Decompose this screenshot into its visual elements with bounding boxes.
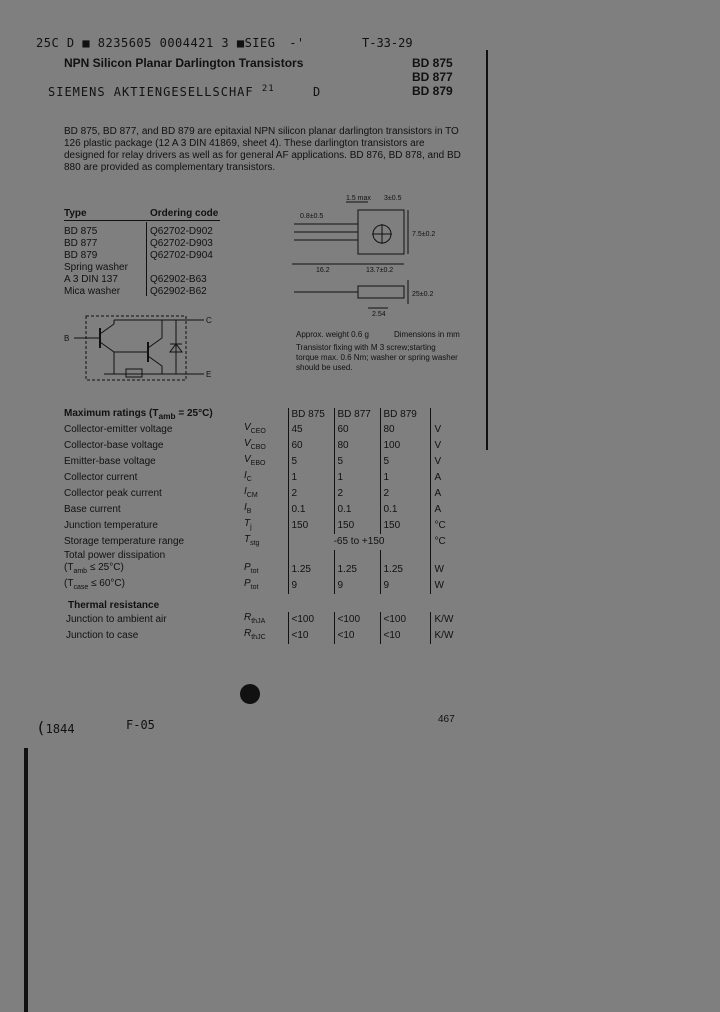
symbol [244,534,288,550]
symbol-sub: tot [250,568,259,575]
order-header-code: Ordering code [150,208,219,219]
symbol-sub: thJC [251,634,266,641]
rating-value: 1 [334,470,380,486]
rating-name-part: ≤ 25°C) [87,562,124,573]
description-paragraph: BD 875, BD 877, and BD 879 are epitaxial NPN silicon planar darlington transistors in TO 126 plastic package (12 A 3 DIN 41869, sheet 4). These darlington transistors are designed for relay drivers as well as for general AF applications. BD 876, BD 878, and BD 880 are provided as complementary transistors. [64,126,461,173]
company-num: 21 [261,84,275,94]
rating-unit: A [430,470,470,486]
heading-end: = 25°C) [175,408,213,419]
punch-hole-dot [240,684,260,704]
rating-unit: °C [430,534,470,550]
rating-unit: W [430,578,470,594]
scan-code: 25C D ■ 8235605 0004421 3 ■SIEG [36,36,276,50]
rating-value: 1 [380,470,430,486]
symbol [244,550,288,562]
footer-mid: F-05 [126,718,155,732]
rating-value: 2 [380,486,430,502]
rating-value: 150 [288,518,334,534]
rating-unit: V [430,454,470,470]
rating-unit: W [430,562,470,578]
dim-label: 16.2 [316,267,330,274]
rating-name-part: (T [64,578,74,589]
symbol [244,502,288,518]
rating-unit: V [430,422,470,438]
resistor [126,369,142,377]
rating-value: <10 [380,628,430,644]
order-row-type: Spring washer [64,262,128,273]
rating-value-span: -65 to +150 [288,534,430,550]
rating-value: 0.1 [380,502,430,518]
rating-row [64,422,470,438]
rating-value: 5 [288,454,334,470]
symbol-letter: V [244,422,251,433]
symbol-sub: EBO [250,460,266,467]
symbol [244,518,288,534]
rating-value: 150 [334,518,380,534]
page-title: NPN Silicon Planar Darlington Transistors [64,56,304,70]
rating-value: 0.1 [288,502,334,518]
heading-text: Maximum ratings (T [64,408,159,419]
symbol [244,422,288,438]
symbol-sub: B [246,508,252,515]
pin-b-label: B [64,334,70,343]
rating-row [64,518,470,534]
rating-row [64,486,470,502]
rating-name: Junction to case [66,630,139,641]
rating-value: 100 [380,438,430,454]
footer-left [36,718,75,737]
ratings-body [64,422,470,594]
rating-value: 9 [288,578,334,594]
symbol [244,612,288,628]
pin-e-label: E [206,370,212,379]
rating-value: 9 [380,578,430,594]
rating-value: <100 [334,612,380,628]
symbol-letter: I [244,470,247,481]
order-row-type: BD 875 [64,226,98,237]
rating-value: 9 [334,578,380,594]
symbol-sub: CM [246,492,258,499]
symbol-letter: V [244,438,251,449]
ratings-table [64,408,470,644]
package-body-outline [358,210,404,254]
rating-name-part: amb [73,568,88,575]
rating-name-part: case [73,584,89,591]
rating-value: 5 [380,454,430,470]
symbol-sub: j [250,524,252,531]
rating-value: 2 [334,486,380,502]
rating-value: 1.25 [334,562,380,578]
order-row-type: A 3 DIN 137 [64,274,118,285]
dimensions-unit: Dimensions in mm [394,330,460,339]
symbol-sub: tot [250,584,259,591]
rating-value: 45 [288,422,334,438]
symbol-sub: thJA [251,618,266,625]
ratings-heading [64,408,244,422]
thermal-body [64,612,470,644]
order-row-type: BD 877 [64,238,98,249]
col-header: BD 879 [380,408,430,422]
order-row-code: Q62902-B63 [150,274,207,285]
rating-value: 5 [334,454,380,470]
rating-value: <10 [334,628,380,644]
symbol [244,628,288,644]
rating-row [64,578,470,594]
rating-name: Base current [64,504,121,515]
symbol-letter: I [244,502,247,513]
symbol-letter: R [244,628,252,639]
symbol-letter: T [244,518,251,529]
order-row-code: Q62702-D904 [150,250,213,261]
rating-name: Emitter-base voltage [64,456,156,467]
fixing-note: Transistor fixing with M 3 screw;starting torque max. 0.6 Nm; washer or spring washer should be used. [296,343,458,372]
rating-value [288,550,334,562]
rating-value: 2 [288,486,334,502]
footer-bracket-icon: ( [36,718,46,737]
thermal-heading: Thermal resistance [68,600,160,611]
rating-row [64,534,470,550]
rating-name: Storage temperature range [64,536,185,547]
right-margin-rule [486,50,488,450]
part-number-1: BD 875 [412,56,453,70]
col-header: BD 875 [288,408,334,422]
page-number: 467 [438,714,455,725]
rating-name-part: (T [64,562,74,573]
scan-mark: -' [289,36,305,50]
rating-value: 1 [288,470,334,486]
ratings-header-row [64,408,470,422]
part-number-2: BD 877 [412,70,453,84]
dim-label: 3±0.5 [384,195,402,202]
rating-row [64,470,470,486]
rating-value [334,550,380,562]
dim-label: 25±0.2 [412,291,434,298]
rating-value: 1.25 [380,562,430,578]
rating-row [64,454,470,470]
rating-unit [430,550,470,562]
rating-name: Collector current [64,472,138,483]
order-header-rule [64,220,220,221]
rating-unit: V [430,438,470,454]
dim-label: 2.54 [372,311,386,318]
symbol-sub: CBO [250,444,266,451]
rating-value [380,550,430,562]
order-row-code: Q62702-D902 [150,226,213,237]
rating-row [64,628,470,644]
package-side-view [358,286,404,298]
order-header-type: Type [64,208,87,219]
rating-name-part: ≤ 60°C) [88,578,125,589]
symbol [244,470,288,486]
dim-label: 7.5±0.2 [412,231,436,238]
darlington-circuit-diagram [64,312,214,384]
symbol-letter: T [244,534,251,545]
order-row-code: Q62702-D903 [150,238,213,249]
rating-row [64,612,470,628]
order-row-type: Mica washer [64,286,121,297]
rating-name [64,562,244,578]
rating-name: Junction temperature [64,520,158,531]
rating-unit: K/W [430,628,470,644]
heading-sub: amb [158,411,176,421]
doc-code: T-33-29 [362,36,413,50]
rating-name: Collector peak current [64,488,162,499]
symbol [244,578,288,594]
rating-row [64,502,470,518]
rating-name: Collector-base voltage [64,440,164,451]
order-row-code: Q62902-B62 [150,286,207,297]
symbol-sub: CEO [250,428,266,435]
company-text: SIEMENS AKTIENGESELLSCHAF [48,85,254,99]
rating-row [64,562,470,578]
company-name [48,84,321,99]
symbol-letter: V [244,454,251,465]
dim-label: 1.5 max [346,195,371,202]
rating-value: <100 [288,612,334,628]
dim-label: 13.7±0.2 [366,267,394,274]
rating-value: <100 [380,612,430,628]
rating-unit: °C [430,518,470,534]
order-column-rule [146,222,147,296]
symbol-letter: P [244,562,251,573]
rating-value: 60 [288,438,334,454]
symbol-letter: I [244,486,247,497]
scan-header-line [36,36,305,50]
footer-left-number: 1844 [45,722,75,736]
order-row-type: BD 879 [64,250,98,261]
rating-name: Junction to ambient air [66,614,167,625]
thermal-heading-row [64,600,470,612]
company-d: D [312,85,322,99]
rating-value: 80 [380,422,430,438]
package-weight: Approx. weight 0.6 g [296,330,369,339]
left-edge-bar [24,748,28,1012]
symbol [244,562,288,578]
rating-unit: A [430,486,470,502]
dim-label: 0.8±0.5 [300,213,324,220]
symbol-letter: P [244,578,251,589]
rating-value: 1.25 [288,562,334,578]
rating-name: Collector-emitter voltage [64,424,173,435]
symbol-sub: C [246,476,252,483]
rating-value: <10 [288,628,334,644]
symbol [244,454,288,470]
rating-row [64,438,470,454]
rating-value: 150 [380,518,430,534]
rating-name [64,578,244,594]
symbol-letter: R [244,612,252,623]
rating-value: 60 [334,422,380,438]
rating-value: 80 [334,438,380,454]
rating-name: Total power dissipation [64,550,166,561]
symbol [244,438,288,454]
part-number-3: BD 879 [412,84,453,98]
col-header: BD 877 [334,408,380,422]
symbol-sub: stg [250,540,260,547]
package-drawing [288,194,458,324]
rating-unit: A [430,502,470,518]
rating-row [64,550,470,562]
symbol [244,486,288,502]
rating-unit: K/W [430,612,470,628]
rating-value: 0.1 [334,502,380,518]
pin-c-label: C [206,316,212,325]
